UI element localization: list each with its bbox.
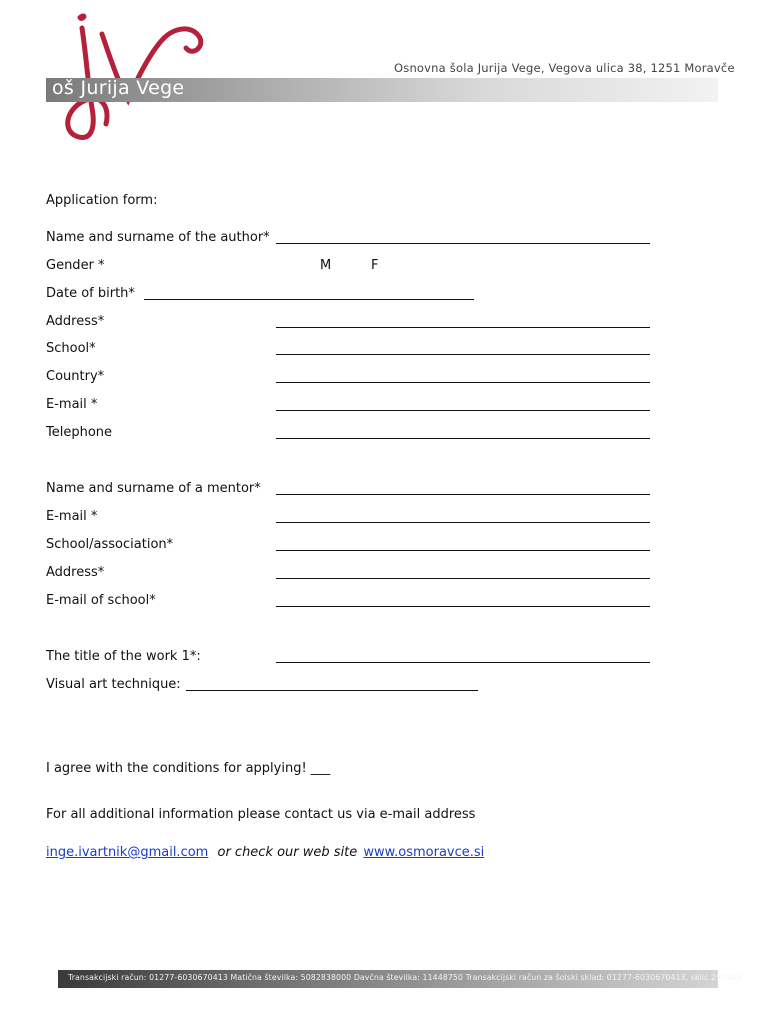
technique-field[interactable] [186, 690, 478, 691]
dob-field[interactable] [144, 299, 474, 300]
telephone-field[interactable] [276, 438, 650, 439]
mentor-email-field[interactable] [276, 522, 650, 523]
logo-text: oš Jurija Vege [52, 77, 185, 99]
address-field[interactable] [276, 327, 650, 328]
technique-label: Visual art technique: [46, 677, 181, 692]
country-label: Country* [46, 369, 105, 384]
mentor-school-field[interactable] [276, 550, 650, 551]
email-field[interactable] [276, 410, 650, 411]
school-label: School* [46, 341, 96, 356]
work-title-label: The title of the work 1*: [46, 649, 201, 664]
mentor-name-label: Name and surname of a mentor* [46, 481, 261, 496]
country-field[interactable] [276, 382, 650, 383]
mentor-school-label: School/association* [46, 537, 174, 552]
mentor-email-label: E-mail * [46, 509, 98, 524]
website-link[interactable]: www.osmoravce.si [363, 845, 485, 860]
work-title-field[interactable] [276, 662, 650, 663]
author-name-field[interactable] [276, 243, 650, 244]
form-title: Application form: [46, 193, 158, 208]
agree-statement[interactable]: I agree with the conditions for applying! ___ [46, 761, 331, 776]
telephone-label: Telephone [46, 425, 113, 440]
mentor-school-email-label: E-mail of school* [46, 593, 156, 608]
footer-bank-info: Transakcijski račun: 01277-6030670413 Matična številka: 5082838000 Davčna številka: 11448750 Transakcijski račun za šolski sklad: 01277-6030670413, sklic 291009 [68, 973, 742, 982]
gender-option-m[interactable]: M [320, 258, 332, 273]
mentor-address-label: Address* [46, 565, 105, 580]
mentor-name-field[interactable] [276, 494, 650, 495]
school-address: Osnovna šola Jurija Vege, Vegova ulica 38, 1251 Moravče [394, 61, 735, 75]
contact-middle-text: or check our web site [217, 845, 358, 860]
email-label: E-mail * [46, 397, 98, 412]
mentor-address-field[interactable] [276, 578, 650, 579]
contact-info: For all additional information please contact us via e-mail address [46, 807, 476, 822]
dob-label: Date of birth* [46, 286, 135, 301]
gender-label: Gender * [46, 258, 105, 273]
contact-email-link[interactable]: inge.ivartnik@gmail.com [46, 845, 209, 860]
author-name-label: Name and surname of the author* [46, 230, 270, 245]
gender-option-f[interactable]: F [371, 258, 379, 273]
school-field[interactable] [276, 354, 650, 355]
mentor-school-email-field[interactable] [276, 606, 650, 607]
address-label: Address* [46, 314, 105, 329]
